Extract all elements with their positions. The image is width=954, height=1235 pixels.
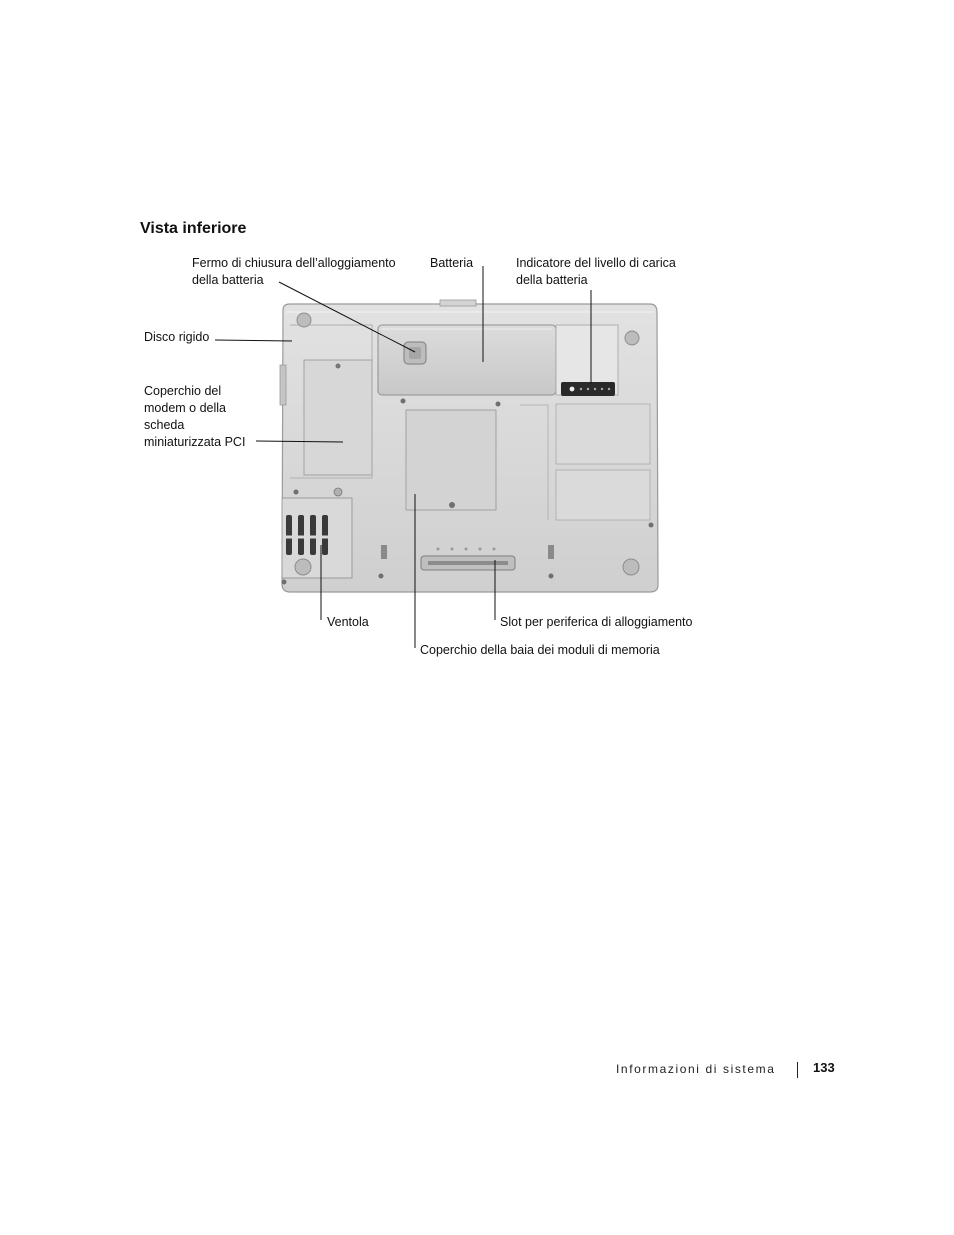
footer-section-name: Informazioni di sistema — [616, 1062, 776, 1076]
callout-battery-gauge: Indicatore del livello di carica della batteria — [516, 256, 676, 287]
callout-memory-cover: Coperchio della baia dei moduli di memoria — [420, 643, 660, 657]
modem-mini-pci-cover — [304, 360, 372, 475]
callout-battery-latch: Fermo di chiusura dell’alloggiamento della batteria — [192, 256, 396, 287]
section-title: Vista inferiore — [140, 220, 247, 237]
footer-separator — [797, 1062, 798, 1078]
callout-hard-drive: Disco rigido — [144, 330, 210, 344]
callout-modem-cover: Coperchio del modem o della scheda miniaturizzata PCI — [144, 384, 246, 449]
callout-docking-slot: Slot per periferica di alloggiamento — [500, 615, 693, 629]
memory-module-cover — [406, 410, 496, 510]
page-number: 133 — [813, 1060, 835, 1075]
callout-battery: Batteria — [430, 256, 474, 270]
fan-vent — [282, 498, 352, 578]
battery-latch — [404, 342, 426, 364]
battery-charge-gauge — [561, 382, 615, 396]
callout-fan: Ventola — [327, 615, 369, 629]
